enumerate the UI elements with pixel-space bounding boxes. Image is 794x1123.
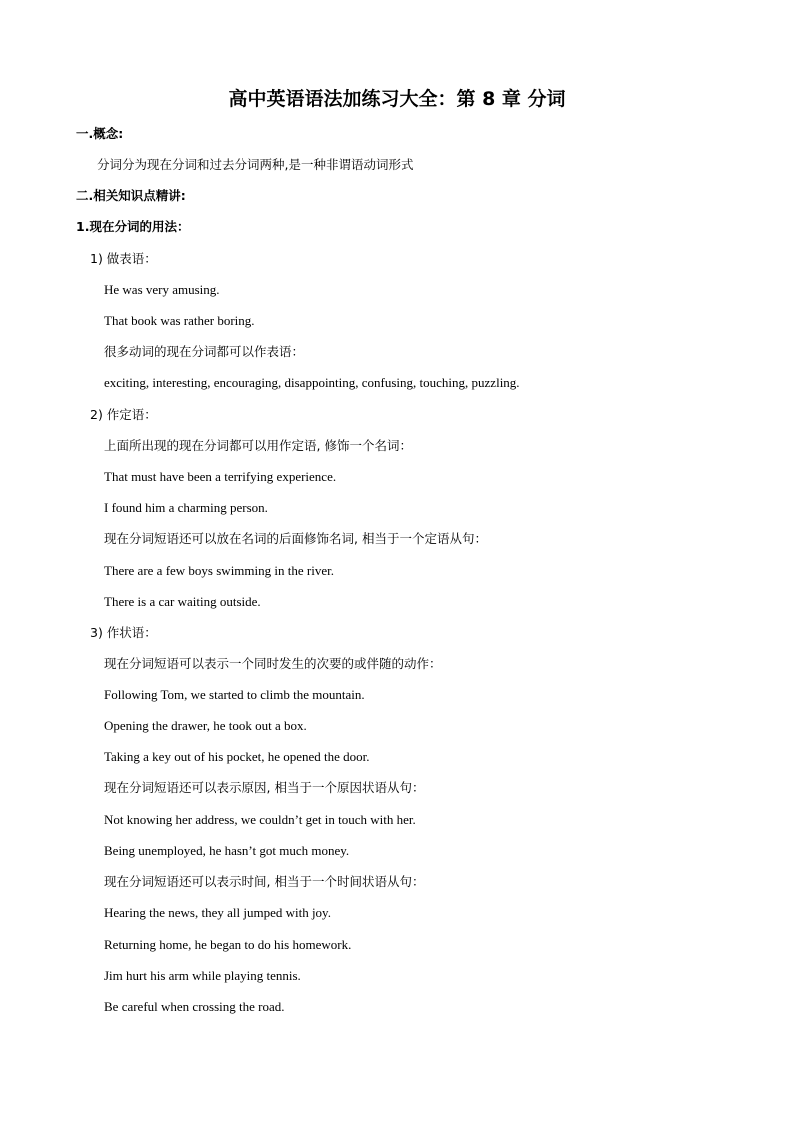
example-line: Returning home, he began to do his homework. bbox=[104, 937, 352, 952]
example-line: That book was rather boring. bbox=[104, 313, 255, 328]
example-line: Not knowing her address, we couldn’t get in touch with her. bbox=[104, 812, 416, 827]
example-line: Be careful when crossing the road. bbox=[104, 999, 285, 1014]
example-line: I found him a charming person. bbox=[104, 500, 268, 515]
explanation-line: 现在分词短语可以表示一个同时发生的次要的或伴随的动作： bbox=[104, 656, 442, 671]
example-line: There is a car waiting outside. bbox=[104, 594, 261, 609]
page-title: 高中英语语法加练习大全：第 8 章 分词 bbox=[228, 88, 566, 110]
example-line: Jim hurt his arm while playing tennis. bbox=[104, 968, 301, 983]
section-heading-knowledge: 二.相关知识点精讲: bbox=[76, 188, 186, 203]
usage-label-adverbial: 3) 作状语： bbox=[90, 625, 157, 640]
example-line: Opening the drawer, he took out a box. bbox=[104, 718, 307, 733]
explanation-line: 上面所出现的现在分词都可以用作定语, 修饰一个名词： bbox=[104, 438, 412, 453]
example-line: Taking a key out of his pocket, he opened the door. bbox=[104, 749, 370, 764]
example-line: exciting, interesting, encouraging, disappointing, confusing, touching, puzzling. bbox=[104, 375, 520, 390]
explanation-line: 很多动词的现在分词都可以作表语： bbox=[104, 344, 305, 359]
subsection-heading-present-participle: 1.现在分词的用法： bbox=[76, 219, 190, 234]
explanation-line: 现在分词短语还可以表示时间, 相当于一个时间状语从句： bbox=[104, 874, 425, 889]
explanation-line: 现在分词短语还可以放在名词的后面修饰名词, 相当于一个定语从句： bbox=[104, 531, 487, 546]
usage-label-predicative: 1) 做表语： bbox=[90, 251, 157, 266]
example-line: He was very amusing. bbox=[104, 282, 220, 297]
usage-label-attributive: 2) 作定语： bbox=[90, 407, 157, 422]
section-heading-concept: 一.概念: bbox=[76, 126, 124, 141]
example-line: Being unemployed, he hasn’t got much money. bbox=[104, 843, 350, 858]
example-line: There are a few boys swimming in the river. bbox=[104, 563, 334, 578]
example-line: Hearing the news, they all jumped with joy. bbox=[104, 905, 331, 920]
concept-text: 分词分为现在分词和过去分词两种,是一种非谓语动词形式 bbox=[97, 157, 414, 172]
example-line: That must have been a terrifying experience. bbox=[104, 469, 337, 484]
example-line: Following Tom, we started to climb the mountain. bbox=[104, 687, 365, 702]
explanation-line: 现在分词短语还可以表示原因, 相当于一个原因状语从句： bbox=[104, 780, 425, 795]
